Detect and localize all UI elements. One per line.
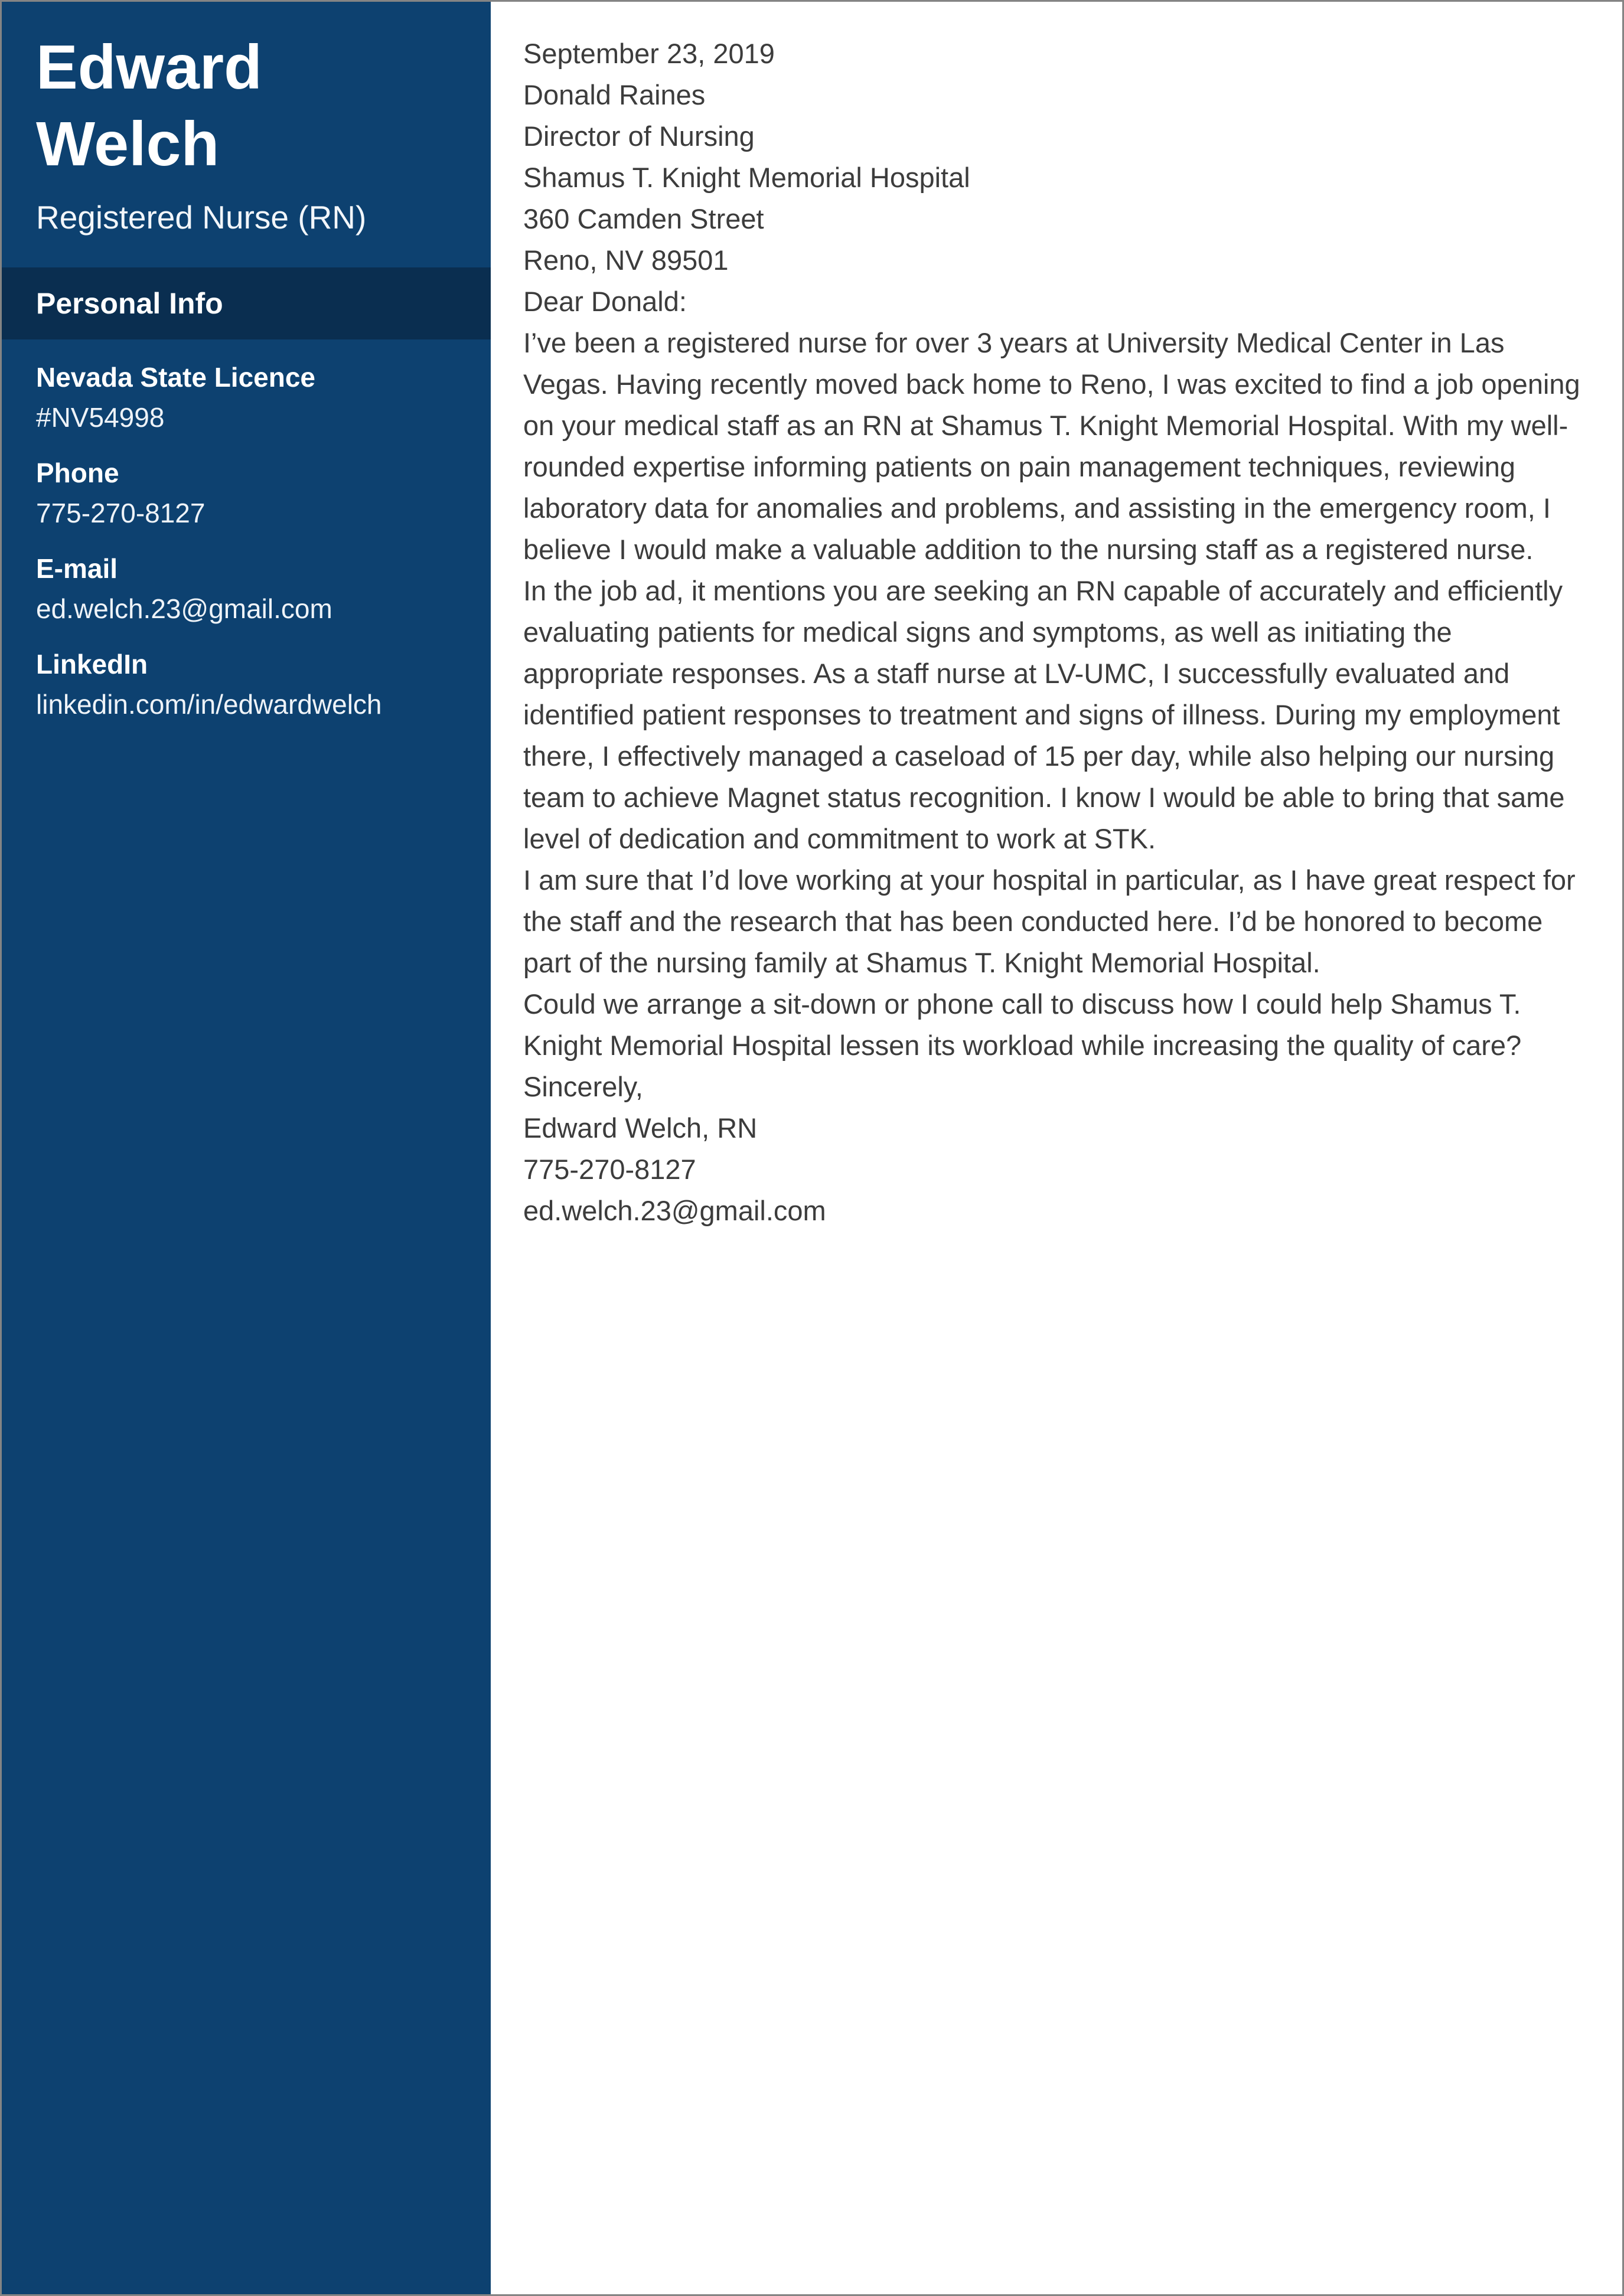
letter-paragraph-2: In the job ad, it mentions you are seeking an RN capable of accurately and efficiently evaluating patients for medical signs and symptoms, as well as initiating the appropriate responses. As a staff nurse at LV-UMC, I successfully evaluated and identified patient responses to treatment and signs of illness. During my employment there, I effectively managed a caseload of 15 per day, while also helping our nursing team to achieve Magnet status recognition. I know I would be able to bring that same level of dedication and commitment to work at STK. (523, 575, 1565, 854)
recipient-title: Director of Nursing (523, 120, 755, 152)
signature-block (523, 1108, 1581, 1232)
contact-item-email (36, 551, 456, 626)
signature-phone: 775-270-8127 (523, 1154, 696, 1185)
letter-paragraph-1: I’ve been a registered nurse for over 3 years at University Medical Center in Las Vegas. Having recently moved back home to Reno, I was excited to find a job opening on your medical staff as an RN at Shamus T. Knight Memorial Hospital. With my well-rounded expertise informing patients on pain management techniques, reviewing laboratory data for anomalies and problems, and assisting in the emergency room, I believe I would make a valuable addition to the nursing staff as a registered nurse. (523, 327, 1580, 565)
sidebar (2, 2, 491, 2294)
contact-label: Nevada State Licence (36, 362, 316, 393)
contact-value: 775-270-8127 (36, 498, 206, 528)
contact-item-phone (36, 455, 456, 531)
contact-label: Phone (36, 458, 119, 488)
letter-paragraph-3: I am sure that I’d love working at your hospital in particular, as I have great respect for the staff and the research that has been conducted here. I’d be honored to become part of the nursing family at Shamus T. Knight Memorial Hospital. (523, 864, 1576, 978)
contact-value: ed.welch.23@gmail.com (36, 593, 332, 624)
contact-item-licence (36, 360, 456, 435)
closing: Sincerely, (523, 1071, 643, 1102)
recipient-name: Donald Raines (523, 79, 706, 110)
contact-label: E-mail (36, 553, 118, 584)
recipient-company: Shamus T. Knight Memorial Hospital (523, 162, 970, 193)
letter-date: September 23, 2019 (523, 38, 775, 69)
personal-info-section-header (2, 267, 491, 339)
contact-item-linkedin (36, 646, 456, 722)
contact-label: LinkedIn (36, 649, 148, 680)
candidate-name-line1: Edward (36, 32, 262, 102)
contact-value: linkedin.com/in/edwardwelch (36, 689, 382, 720)
recipient-street: 360 Camden Street (523, 203, 764, 234)
signature-name: Edward Welch, RN (523, 1112, 758, 1144)
candidate-name-line2: Welch (36, 109, 220, 179)
recipient-block (523, 74, 1581, 281)
recipient-city: Reno, NV 89501 (523, 244, 729, 276)
letter-paragraph-4: Could we arrange a sit-down or phone call to discuss how I could help Shamus T. Knight Memorial Hospital lessen its workload while increasing the quality of care? (523, 988, 1522, 1061)
candidate-job-title: Registered Nurse (RN) (36, 199, 367, 236)
personal-info-title: Personal Info (36, 287, 223, 320)
salutation: Dear Donald: (523, 286, 687, 317)
letter-body (491, 2, 1622, 1232)
signature-email: ed.welch.23@gmail.com (523, 1195, 826, 1226)
contact-value: #NV54998 (36, 402, 165, 433)
candidate-name (2, 2, 491, 182)
contact-list (2, 339, 491, 722)
